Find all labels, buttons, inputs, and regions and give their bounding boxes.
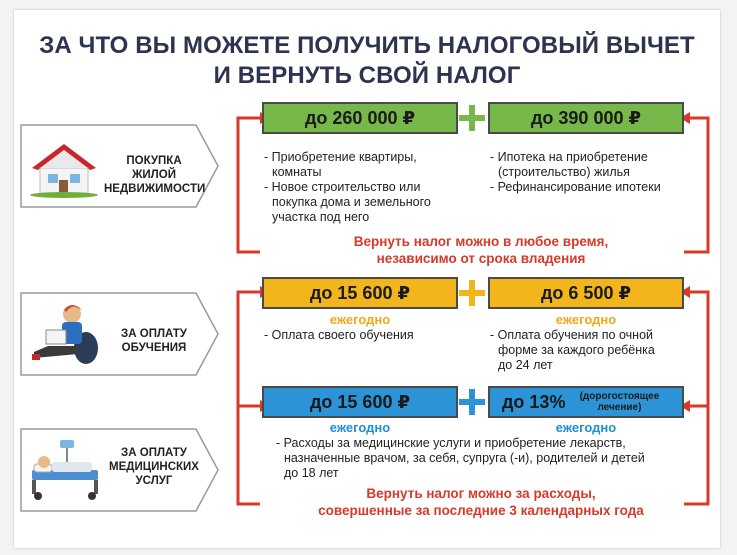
housing-amount-left: до 260 000 ₽: [262, 102, 458, 134]
education-right-list: [490, 328, 700, 373]
list-item: - Новое строительство или: [264, 180, 421, 194]
note-line-2: совершенные за последние 3 календарных года: [318, 503, 644, 518]
list-item: до 24 лет: [498, 358, 553, 372]
house-icon: [28, 140, 100, 198]
edu-arrow-left: [238, 292, 260, 504]
hospital-bed-icon: [26, 438, 106, 504]
medical-amount-left: до 15 600 ₽: [262, 386, 458, 418]
medical-period-left: ежегодно: [329, 420, 391, 435]
housing-arrow-left: [238, 118, 260, 252]
list-item: форме за каждого ребёнка: [498, 343, 655, 357]
title-line-1: ЗА ЧТО ВЫ МОЖЕТЕ ПОЛУЧИТЬ НАЛОГОВЫЙ ВЫЧЕТ: [39, 32, 695, 59]
student-icon: [28, 300, 106, 370]
category-housing: [20, 124, 220, 208]
list-item: до 18 лет: [284, 466, 339, 480]
category-medical: [20, 428, 220, 512]
medical-list: [276, 436, 706, 481]
list-item: комнаты: [272, 165, 322, 179]
category-label: ЗА ОПЛАТУ ОБУЧЕНИЯ: [121, 328, 187, 354]
infographic: [14, 10, 720, 548]
note-line-1: Вернуть налог можно за расходы,: [366, 486, 596, 501]
education-amount-right: до 6 500 ₽: [488, 277, 684, 309]
list-item: (строительство) жилья: [498, 165, 630, 179]
category-education: [20, 292, 220, 376]
education-period-right: ежегодно: [555, 312, 617, 327]
category-label: ПОКУПКА ЖИЛОЙ НЕДВИЖИМОСТИ: [104, 155, 206, 195]
housing-amount-right: до 390 000 ₽: [488, 102, 684, 134]
plus-icon: [459, 280, 485, 306]
plus-icon: [459, 105, 485, 131]
medical-amount-right: [488, 386, 684, 418]
education-amount-left: до 15 600 ₽: [262, 277, 458, 309]
medical-note: [246, 485, 716, 519]
list-item: назначенные врачом, за себя, супруга (-и), родителей и детей: [284, 451, 645, 465]
list-item: - Расходы за медицинские услуги и приобретение лекарств,: [276, 436, 626, 450]
education-period-left: ежегодно: [329, 312, 391, 327]
note-line-2: независимо от срока владения: [376, 251, 586, 266]
medical-period-right: ежегодно: [555, 420, 617, 435]
list-item: - Ипотека на приобретение: [490, 150, 648, 164]
list-item: - Оплата обучения по очной: [490, 328, 654, 342]
list-item: - Приобретение квартиры,: [264, 150, 417, 164]
list-item: покупка дома и земельного: [272, 195, 431, 209]
medical-amount-right-value: до 13%: [502, 391, 566, 412]
housing-left-list: [264, 150, 464, 225]
plus-icon: [459, 389, 485, 415]
education-left-list: [264, 328, 464, 343]
list-item: - Оплата своего обучения: [264, 328, 414, 342]
category-label: ЗА ОПЛАТУ МЕДИЦИНСКИХ УСЛУГ: [109, 447, 199, 487]
title-line-2: И ВЕРНУТЬ СВОЙ НАЛОГ: [213, 62, 521, 89]
medical-amount-right-note: (дорогостоящее лечение): [579, 391, 660, 413]
housing-note: [246, 233, 716, 267]
list-item: - Рефинансирование ипотеки: [490, 180, 661, 194]
housing-right-list: [490, 150, 700, 195]
list-item: участка под него: [272, 210, 370, 224]
note-line-1: Вернуть налог можно в любое время,: [353, 234, 609, 249]
